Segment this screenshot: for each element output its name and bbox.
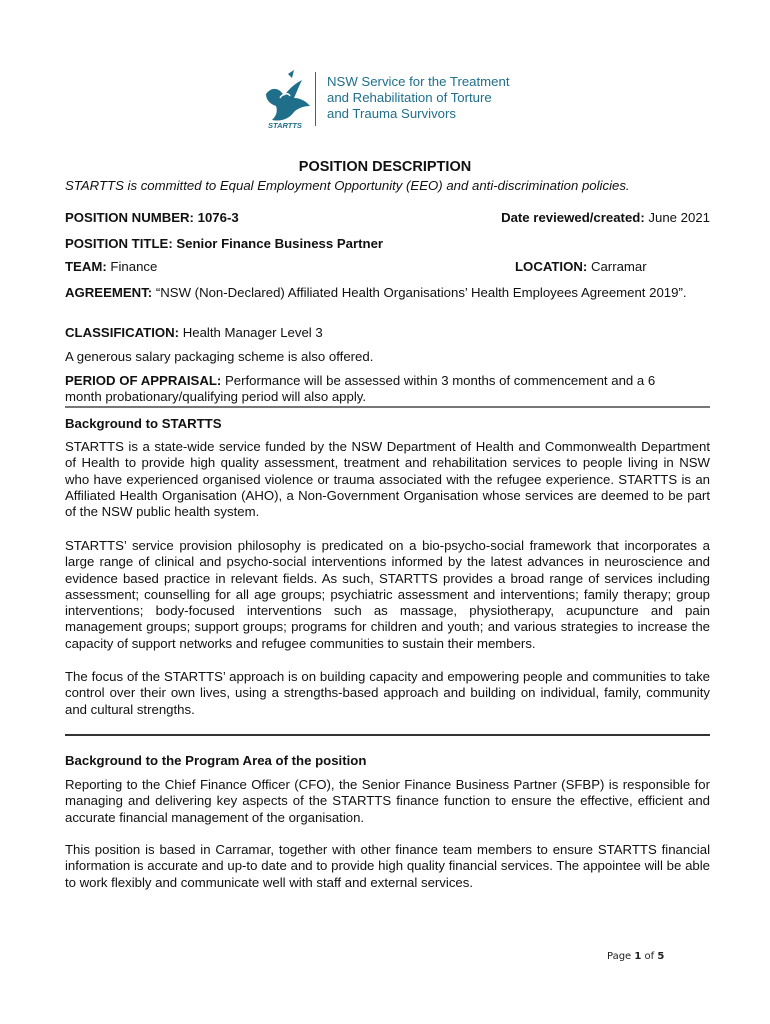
salary-note: A generous salary packaging scheme is also offered. — [65, 349, 374, 364]
page-current: 1 — [634, 951, 642, 962]
page-mid: of — [641, 951, 658, 962]
page-prefix: Page — [607, 951, 635, 962]
org-name-line-1: NSW Service for the Treatment — [327, 74, 510, 89]
team-label: TEAM: — [65, 259, 107, 274]
logo-divider — [315, 72, 316, 126]
background-program-paragraph-2: This position is based in Carramar, together with other finance team members to ensure STARTTS financial information is accurate and up-to date and to provide high quality financial services. The appointee will be able to work flexibly and communicate well with staff and external services. — [65, 842, 710, 890]
dove-emblem-icon — [258, 68, 312, 130]
appraisal-row — [65, 373, 695, 405]
background-startts-paragraph-2: STARTTS’ service provision philosophy is predicated on a bio-psycho-social framework that incorporates a large range of clinical and psycho-social interventions informed by the latest advances in neuroscience and evidence based practice in relevant fields. As such, STARTTS provides a broad range of services including assessment; counselling for all age groups; psychiatric assessment and interventions; family therapy; group interventions; body-focused interventions such as massage, physiotherapy, acupuncture and pain management groups; support groups; programs for children and youth; and various strategies to increase the capacity of support networks and refugee communities to sustain their members. — [65, 538, 710, 651]
date-reviewed — [501, 210, 710, 226]
page-total: 5 — [657, 951, 665, 962]
agreement-value: “NSW (Non-Declared) Affiliated Health Organisations’ Health Employees Agreement 2019”. — [152, 285, 687, 300]
position-title-label: POSITION TITLE — [65, 236, 169, 251]
location-label: LOCATION: — [515, 259, 588, 274]
startts-logo — [258, 68, 528, 130]
agreement-row — [65, 285, 695, 301]
appraisal-value: Performance will be assessed within 3 months of commencement and a 6 month probationary/qualifying period will also apply. — [65, 373, 656, 404]
date-reviewed-value: June 2021 — [644, 210, 710, 225]
background-program-paragraph-1: Reporting to the Chief Finance Officer (CFO), the Senior Finance Business Partner (SFBP) is responsible for managing and delivering key aspects of the STARTTS finance function to ensure the effective, efficient and accurate financial management of the organisation. — [65, 777, 710, 825]
background-program-heading: Background to the Program Area of the position — [65, 753, 367, 768]
team-row — [65, 259, 710, 275]
position-title-value: : Senior Finance Business Partner — [168, 236, 384, 251]
location-value: Carramar — [587, 259, 647, 274]
org-name-line-3: and Trauma Survivors — [327, 106, 456, 122]
page-number — [607, 951, 664, 962]
classification-row — [65, 325, 710, 341]
classification-value: Health Manager Level 3 — [179, 325, 323, 340]
page-title: POSITION DESCRIPTION — [298, 159, 472, 175]
location — [515, 259, 647, 275]
emblem-text: STARTTS — [268, 121, 302, 130]
section-divider-2 — [65, 734, 710, 736]
position-title-row — [65, 236, 710, 252]
classification-label: CLASSIFICATION: — [65, 325, 180, 340]
appraisal-label: PERIOD OF APPRAISAL: — [65, 373, 222, 388]
agreement-label: AGREEMENT: — [65, 285, 153, 300]
date-reviewed-label: Date reviewed/created: — [501, 210, 645, 225]
team-value: Finance — [106, 259, 158, 274]
background-startts-paragraph-3: The focus of the STARTTS’ approach is on building capacity and empowering people and communities to take control over their own lives, using a strengths-based approach and building on individual, family, community and cultural strengths. — [65, 669, 710, 717]
eeo-statement: STARTTS is committed to Equal Employment Opportunity (EEO) and anti-discrimination policies. — [65, 178, 630, 193]
background-startts-heading: Background to STARTTS — [65, 416, 222, 431]
organisation-name — [327, 74, 510, 123]
org-name-line-2: and Rehabilitation of Torture — [327, 90, 492, 106]
section-divider — [65, 406, 710, 408]
position-number: POSITION NUMBER: 1076-3 — [65, 210, 239, 225]
background-startts-paragraph-1: STARTTS is a state-wide service funded by the NSW Department of Health and Commonwealth Department of Health to provide high quality assessment, treatment and rehabilitation services to people living in NSW who have experienced organised violence or trauma associated with the refugee experience. STARTTS is an Affiliated Health Organisation (AHO), a Non-Government Organisation whose services are deemed to be part of the NSW public health system. — [65, 439, 710, 520]
position-number-row — [65, 210, 710, 226]
